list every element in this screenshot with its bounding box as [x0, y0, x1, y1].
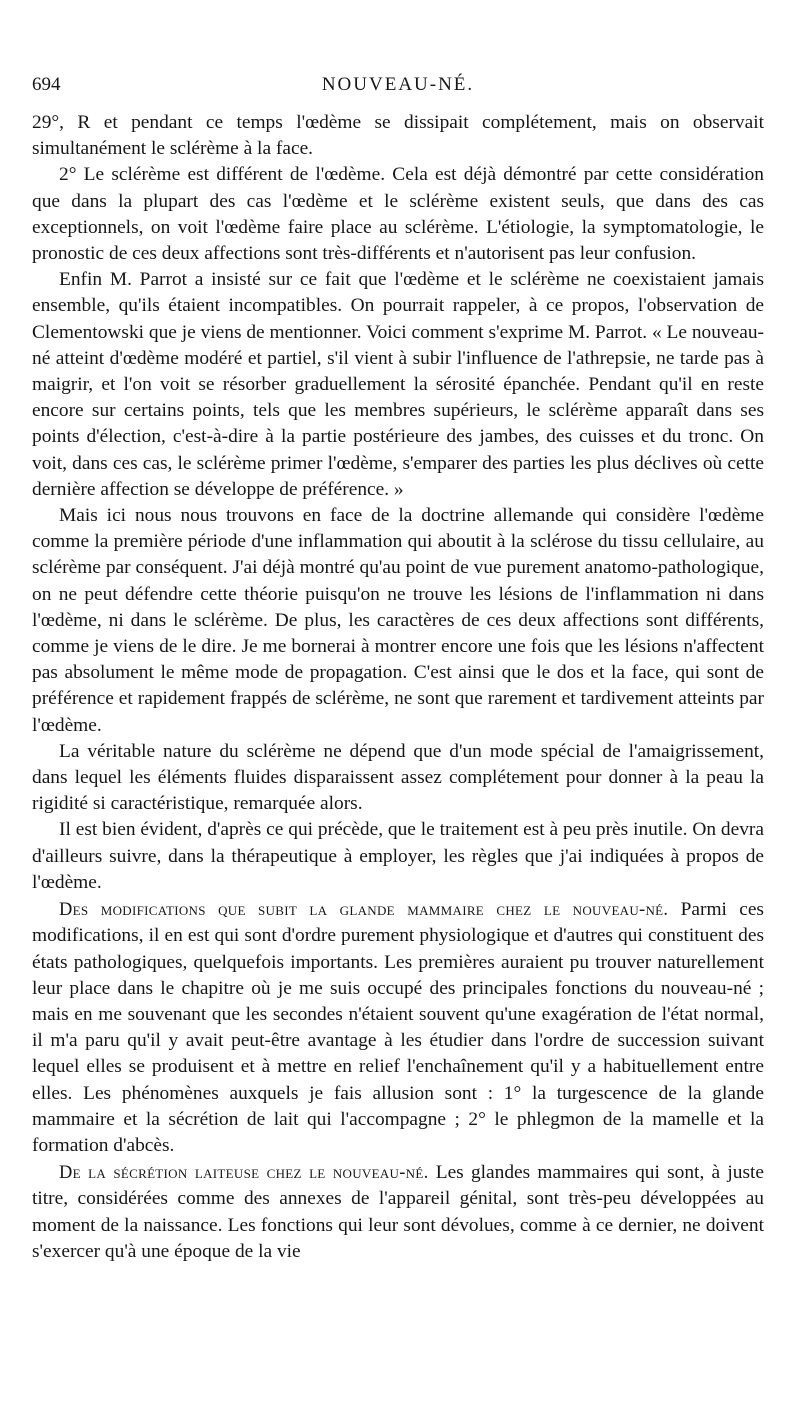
- page-header: [32, 74, 764, 104]
- section-heading-mammaire: Des modifications que subit la glande mammaire chez le nouveau-né.: [59, 899, 669, 920]
- paragraph-sclereme-difference: 2° Le sclérème est différent de l'œdème. Cela est déjà démontré par cette considération que dans la plupart des cas l'œdème et le sclérème existent seuls, que dans des cas exceptionnels, on voit l'œdème faire place au sclérème. L'étiologie, la symptomatologie, le pronostic de ces deux affections sont très-différents et n'autorisent pas leur confusion.: [32, 164, 764, 265]
- section-text-mammaire: Parmi ces modifications, il en est qui sont d'ordre purement physiologique et d'autres qui constituent des états pathologiques, quelquefois importants. Les premières auraient pu trouver naturellement leur place dans le chapitre où je me suis occupé des principales fonctions du nouveau-né ; mais en me souvenant que les secondes n'étaient souvent qu'une exagération de l'état normal, il m'a paru qu'il y avait peut-être avantage à les étudier dans l'ordre de succession suivant lequel elles se produisent et à mettre en relief l'enchaînement qu'il y a habituellement entre elles. Les phénomènes auxquels je fais allusion sont : 1° la turgescence de la glande mammaire et la sécrétion de lait qui l'accompagne ; 2° le phlegmon de la mamelle et la formation d'abcès.: [32, 899, 764, 1156]
- section-text-secretion: Les glandes mammaires qui sont, à juste titre, considérées comme des annexes de l'appareil génital, sont très-peu développées au moment de la naissance. Les fonctions qui leur sont dévolues, comme à ce dernier, ne doivent s'exercer qu'à une époque de la vie: [32, 1162, 764, 1262]
- section-glande-mammaire: [32, 896, 764, 1159]
- paragraph-continuation: 29°, R et pendant ce temps l'œdème se dissipait complétement, mais on observait simultanément le sclérème à la face.: [32, 112, 764, 160]
- page-number: 694: [32, 74, 61, 95]
- section-heading-secretion: De la sécrétion laiteuse chez le nouveau-né.: [59, 1162, 429, 1183]
- paragraph-german-doctrine: Mais ici nous nous trouvons en face de la doctrine allemande qui considère l'œdème comme la première période d'une inflammation qui aboutit à la sclérose du tissu cellulaire, au sclérème par conséquent. J'ai déjà montré qu'au point de vue purement anatomo-pathologique, on ne peut défendre cette théorie puisqu'on ne trouve les lésions de l'inflammation ni dans l'œdème, ni dans le sclérème. De plus, les caractères de ces deux affections sont différents, comme je viens de le dire. Je me bornerai à montrer encore une fois que les lésions n'affectent pas absolument le même mode de propagation. C'est ainsi que le dos et la face, qui sont de préférence et rapidement frappés de sclérème, ne sont que rarement et tardivement atteints par l'œdème.: [32, 505, 764, 736]
- running-title: NOUVEAU-NÉ.: [321, 74, 475, 95]
- paragraph-treatment: Il est bien évident, d'après ce qui précède, que le traitement est à peu près inutile. On devra d'ailleurs suivre, dans la thérapeutique à employer, les règles que j'ai indiquées à propos de l'œdème.: [32, 819, 764, 893]
- paragraph-sclereme-nature: La véritable nature du sclérème ne dépend que d'un mode spécial de l'amaigrissement, dans lequel les éléments fluides disparaissent assez complétement pour donner à la peau la rigidité si caractéristique, remarquée alors.: [32, 740, 764, 815]
- body-text: [32, 110, 764, 1265]
- paragraph-parrot-citation: Enfin M. Parrot a insisté sur ce fait que l'œdème et le sclérème ne coexistaient jamais ensemble, qu'ils étaient incompatibles. On pourrait rappeler, à ce propos, l'observation de Clementowski que je viens de mentionner. Voici comment s'exprime M. Parrot. « Le nouveau-né atteint d'œdème modéré et partiel, s'il vient à subir l'influence de l'athrepsie, ne tarde pas à maigrir, et l'on voit se résorber graduellement la sérosité épanchée. Pendant qu'il en reste encore sur certains points, tels que les membres supérieurs, le sclérème apparaît dans ses points d'élection, c'est-à-dire à la partie postérieure des jambes, des cuisses et du tronc. On voit, dans ces cas, le sclérème primer l'œdème, s'emparer des parties les plus déclives où cette dernière affection se développe de préférence. »: [32, 269, 764, 500]
- section-secretion-laiteuse: [32, 1159, 764, 1265]
